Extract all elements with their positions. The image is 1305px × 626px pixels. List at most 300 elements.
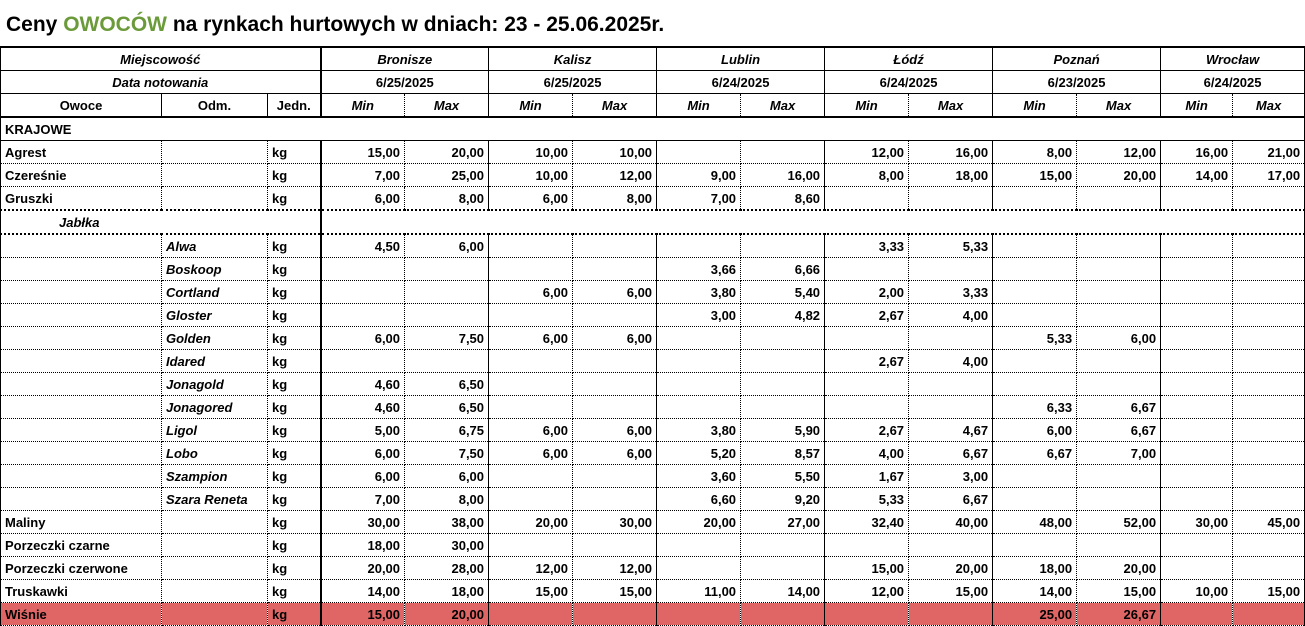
price-min: [993, 350, 1077, 373]
price-max: [1233, 234, 1305, 258]
price-min: [1161, 350, 1233, 373]
unit: kg: [268, 304, 321, 327]
price-max: [909, 258, 993, 281]
price-max: [909, 373, 993, 396]
price-min: 1,67: [825, 465, 909, 488]
price-max: [1077, 304, 1161, 327]
price-max: 18,00: [405, 580, 489, 603]
price-min: [825, 258, 909, 281]
price-min: 3,80: [657, 281, 741, 304]
price-max: [909, 187, 993, 211]
header-row-columns: [1, 94, 1305, 118]
price-max: 26,67: [1077, 603, 1161, 626]
price-max: [1233, 350, 1305, 373]
price-min: [993, 281, 1077, 304]
price-max: [741, 373, 825, 396]
price-max: 45,00: [1233, 511, 1305, 534]
price-max: [1077, 187, 1161, 211]
price-min: 30,00: [1161, 511, 1233, 534]
price-min: [657, 557, 741, 580]
unit: kg: [268, 396, 321, 419]
table-row: [1, 350, 1305, 373]
variety-name: [162, 141, 268, 164]
price-max: 18,00: [909, 164, 993, 187]
price-max: 8,00: [573, 187, 657, 211]
price-min: 3,66: [657, 258, 741, 281]
price-max: 6,00: [573, 327, 657, 350]
price-min: 6,60: [657, 488, 741, 511]
price-min: [489, 258, 573, 281]
price-max: 8,00: [405, 488, 489, 511]
price-min: [1161, 396, 1233, 419]
price-max: [1077, 465, 1161, 488]
price-max: 16,00: [909, 141, 993, 164]
price-max: 15,00: [573, 580, 657, 603]
price-min: 15,00: [321, 603, 405, 626]
header-miejscowosc: Miejscowość: [1, 47, 321, 71]
price-max: 30,00: [573, 511, 657, 534]
fruit-name: [1, 442, 162, 465]
price-min: 4,60: [321, 396, 405, 419]
price-max: [1233, 281, 1305, 304]
price-max: [573, 258, 657, 281]
price-max: [1233, 557, 1305, 580]
price-max: [1077, 350, 1161, 373]
price-min: [1161, 465, 1233, 488]
unit: kg: [268, 465, 321, 488]
price-min: 6,00: [489, 187, 573, 211]
price-max: 3,00: [909, 465, 993, 488]
unit: kg: [268, 419, 321, 442]
price-min: [1161, 488, 1233, 511]
price-max: 6,00: [405, 234, 489, 258]
price-min: 6,00: [993, 419, 1077, 442]
price-max: 20,00: [1077, 164, 1161, 187]
unit: kg: [268, 187, 321, 211]
fruit-name: [1, 350, 162, 373]
market-name: Wrocław: [1161, 47, 1305, 71]
price-max: 6,67: [1077, 419, 1161, 442]
price-min: 11,00: [657, 580, 741, 603]
price-max: 6,00: [1077, 327, 1161, 350]
price-min: [1161, 373, 1233, 396]
price-min: 6,00: [321, 187, 405, 211]
variety-name: Ligol: [162, 419, 268, 442]
price-max: [909, 396, 993, 419]
price-max: [1077, 281, 1161, 304]
table-row: [1, 511, 1305, 534]
price-max: [1233, 419, 1305, 442]
market-date: 6/25/2025: [489, 71, 657, 94]
section-row: [1, 117, 1305, 141]
table-row: [1, 557, 1305, 580]
table-row: [1, 603, 1305, 626]
price-max: [909, 603, 993, 626]
table-row: [1, 327, 1305, 350]
price-max: [741, 234, 825, 258]
price-max: [1233, 327, 1305, 350]
header-jedn: Jedn.: [268, 94, 321, 118]
price-max: 7,50: [405, 442, 489, 465]
price-max: 12,00: [573, 164, 657, 187]
unit: kg: [268, 327, 321, 350]
price-max: [1077, 258, 1161, 281]
price-min: [993, 373, 1077, 396]
price-min: 7,00: [657, 187, 741, 211]
price-max: [741, 350, 825, 373]
price-max: 15,00: [1233, 580, 1305, 603]
price-min: 5,00: [321, 419, 405, 442]
price-max: 15,00: [1077, 580, 1161, 603]
price-min: 20,00: [489, 511, 573, 534]
price-min: [489, 350, 573, 373]
market-date: 6/25/2025: [321, 71, 489, 94]
price-min: [1161, 234, 1233, 258]
price-min: [1161, 281, 1233, 304]
price-min: [993, 304, 1077, 327]
price-max: [909, 327, 993, 350]
price-max: [1077, 488, 1161, 511]
price-min: [321, 304, 405, 327]
header-data-notowania: Data notowania: [1, 71, 321, 94]
price-min: [657, 350, 741, 373]
price-max: [405, 350, 489, 373]
fruit-name: [1, 396, 162, 419]
variety-name: [162, 580, 268, 603]
price-min: 48,00: [993, 511, 1077, 534]
price-max: [1077, 373, 1161, 396]
header-row-date: [1, 71, 1305, 94]
price-min: [489, 534, 573, 557]
price-min: 12,00: [489, 557, 573, 580]
price-min: 6,00: [489, 281, 573, 304]
unit: kg: [268, 164, 321, 187]
price-max: 9,20: [741, 488, 825, 511]
price-min: 2,67: [825, 304, 909, 327]
price-min: 5,33: [993, 327, 1077, 350]
unit: kg: [268, 281, 321, 304]
variety-name: Cortland: [162, 281, 268, 304]
price-min: 6,00: [489, 419, 573, 442]
price-max: 20,00: [405, 141, 489, 164]
table-row: [1, 281, 1305, 304]
price-max: 25,00: [405, 164, 489, 187]
unit: kg: [268, 511, 321, 534]
price-max: 4,67: [909, 419, 993, 442]
price-min: [825, 373, 909, 396]
price-min: 5,33: [825, 488, 909, 511]
market-name: Łódź: [825, 47, 993, 71]
price-min: [657, 603, 741, 626]
price-min: [993, 488, 1077, 511]
header-max: Max: [741, 94, 825, 118]
price-max: 10,00: [573, 141, 657, 164]
price-min: [489, 396, 573, 419]
price-max: [1233, 488, 1305, 511]
group-row-empty: [321, 210, 1305, 234]
table-row: [1, 396, 1305, 419]
market-date: 6/24/2025: [825, 71, 993, 94]
price-max: 16,00: [741, 164, 825, 187]
price-min: [993, 234, 1077, 258]
price-min: [657, 234, 741, 258]
price-min: 4,60: [321, 373, 405, 396]
price-min: 5,20: [657, 442, 741, 465]
price-min: [1161, 258, 1233, 281]
table-row: [1, 419, 1305, 442]
price-min: [489, 234, 573, 258]
price-min: 4,50: [321, 234, 405, 258]
header-min: Min: [825, 94, 909, 118]
market-date: 6/24/2025: [1161, 71, 1305, 94]
price-max: [573, 465, 657, 488]
price-min: 10,00: [489, 164, 573, 187]
group-label: Jabłka: [1, 210, 321, 234]
fruit-name: Porzeczki czarne: [1, 534, 162, 557]
variety-name: [162, 557, 268, 580]
market-date: 6/24/2025: [657, 71, 825, 94]
unit: kg: [268, 141, 321, 164]
header-owoce: Owoce: [1, 94, 162, 118]
price-min: [825, 187, 909, 211]
header-max: Max: [573, 94, 657, 118]
header-max: Max: [1233, 94, 1305, 118]
variety-name: [162, 187, 268, 211]
price-min: [321, 281, 405, 304]
price-max: [1233, 373, 1305, 396]
unit: kg: [268, 258, 321, 281]
price-max: [741, 534, 825, 557]
price-max: 5,90: [741, 419, 825, 442]
price-max: [1233, 187, 1305, 211]
variety-name: Gloster: [162, 304, 268, 327]
variety-name: [162, 534, 268, 557]
price-min: [489, 488, 573, 511]
price-min: 3,33: [825, 234, 909, 258]
price-min: [657, 373, 741, 396]
table-row: [1, 580, 1305, 603]
fruit-name: [1, 281, 162, 304]
fruit-name: Agrest: [1, 141, 162, 164]
price-max: [1233, 304, 1305, 327]
header-row-market: [1, 47, 1305, 71]
table-row: [1, 304, 1305, 327]
price-max: 5,40: [741, 281, 825, 304]
price-min: [1161, 557, 1233, 580]
variety-name: [162, 511, 268, 534]
price-max: 7,50: [405, 327, 489, 350]
header-min: Min: [321, 94, 405, 118]
price-max: 15,00: [909, 580, 993, 603]
fruit-name: Truskawki: [1, 580, 162, 603]
price-min: 10,00: [489, 141, 573, 164]
header-min: Min: [657, 94, 741, 118]
price-min: [993, 258, 1077, 281]
price-min: [1161, 304, 1233, 327]
price-min: 14,00: [321, 580, 405, 603]
market-date: 6/23/2025: [993, 71, 1161, 94]
price-min: 6,33: [993, 396, 1077, 419]
price-min: [489, 465, 573, 488]
fruit-name: [1, 488, 162, 511]
table-row: [1, 187, 1305, 211]
price-max: 14,00: [741, 580, 825, 603]
table-row: [1, 534, 1305, 557]
price-max: 20,00: [405, 603, 489, 626]
price-max: [573, 373, 657, 396]
price-max: 52,00: [1077, 511, 1161, 534]
price-min: 7,00: [321, 164, 405, 187]
price-max: [405, 304, 489, 327]
price-min: 10,00: [1161, 580, 1233, 603]
variety-name: Idared: [162, 350, 268, 373]
unit: kg: [268, 557, 321, 580]
price-min: 2,00: [825, 281, 909, 304]
fruit-name: [1, 373, 162, 396]
table-row: [1, 258, 1305, 281]
fruit-name: Czereśnie: [1, 164, 162, 187]
fruit-name: [1, 419, 162, 442]
price-max: [1077, 234, 1161, 258]
group-row: [1, 210, 1305, 234]
price-max: [1233, 258, 1305, 281]
price-max: [909, 534, 993, 557]
price-min: 6,00: [321, 442, 405, 465]
price-max: 3,33: [909, 281, 993, 304]
fruit-name: [1, 258, 162, 281]
unit: kg: [268, 350, 321, 373]
price-max: 6,00: [573, 442, 657, 465]
price-max: 6,66: [741, 258, 825, 281]
price-max: [1233, 442, 1305, 465]
header-min: Min: [489, 94, 573, 118]
price-min: [1161, 419, 1233, 442]
variety-name: Golden: [162, 327, 268, 350]
fruit-name: [1, 234, 162, 258]
price-max: 38,00: [405, 511, 489, 534]
price-max: [1077, 534, 1161, 557]
variety-name: Szara Reneta: [162, 488, 268, 511]
variety-name: Jonagored: [162, 396, 268, 419]
price-min: 8,00: [825, 164, 909, 187]
price-max: 6,00: [573, 281, 657, 304]
price-min: [1161, 187, 1233, 211]
price-min: 15,00: [993, 164, 1077, 187]
price-min: 6,67: [993, 442, 1077, 465]
price-max: 17,00: [1233, 164, 1305, 187]
price-min: 3,80: [657, 419, 741, 442]
fruit-name: Gruszki: [1, 187, 162, 211]
price-max: 8,00: [405, 187, 489, 211]
table-row: [1, 234, 1305, 258]
unit: kg: [268, 603, 321, 626]
unit: kg: [268, 373, 321, 396]
section-label: KRAJOWE: [1, 117, 1305, 141]
price-max: 6,67: [909, 442, 993, 465]
price-max: [405, 281, 489, 304]
price-max: [1233, 534, 1305, 557]
price-min: 12,00: [825, 141, 909, 164]
unit: kg: [268, 234, 321, 258]
price-max: [405, 258, 489, 281]
price-max: 6,75: [405, 419, 489, 442]
price-max: 40,00: [909, 511, 993, 534]
variety-name: Szampion: [162, 465, 268, 488]
price-min: 12,00: [825, 580, 909, 603]
price-max: 4,00: [909, 304, 993, 327]
price-table: [0, 46, 1305, 626]
table-row: [1, 442, 1305, 465]
market-name: Bronisze: [321, 47, 489, 71]
header-min: Min: [1161, 94, 1233, 118]
price-min: [1161, 327, 1233, 350]
price-max: 21,00: [1233, 141, 1305, 164]
price-min: 15,00: [825, 557, 909, 580]
price-max: 6,00: [405, 465, 489, 488]
price-max: 6,00: [573, 419, 657, 442]
price-max: [573, 603, 657, 626]
title-highlight: OWOCÓW: [63, 13, 167, 36]
price-max: 12,00: [1077, 141, 1161, 164]
fruit-name: [1, 327, 162, 350]
price-max: [1233, 603, 1305, 626]
table-row: [1, 141, 1305, 164]
price-min: 15,00: [489, 580, 573, 603]
price-min: 3,60: [657, 465, 741, 488]
price-min: 14,00: [1161, 164, 1233, 187]
price-min: [1161, 603, 1233, 626]
unit: kg: [268, 580, 321, 603]
price-max: [741, 396, 825, 419]
price-min: [657, 396, 741, 419]
header-max: Max: [909, 94, 993, 118]
price-max: 20,00: [1077, 557, 1161, 580]
price-min: 14,00: [993, 580, 1077, 603]
price-max: [573, 534, 657, 557]
price-max: 6,67: [1077, 396, 1161, 419]
price-min: 6,00: [321, 327, 405, 350]
price-max: [1233, 465, 1305, 488]
variety-name: Boskoop: [162, 258, 268, 281]
variety-name: Lobo: [162, 442, 268, 465]
price-min: [489, 373, 573, 396]
header-odm: Odm.: [162, 94, 268, 118]
table-body: [1, 117, 1305, 626]
table-row: [1, 373, 1305, 396]
price-min: 2,67: [825, 419, 909, 442]
price-min: [993, 465, 1077, 488]
price-min: 9,00: [657, 164, 741, 187]
header-min: Min: [993, 94, 1077, 118]
price-max: [573, 304, 657, 327]
price-min: [1161, 534, 1233, 557]
price-max: 6,50: [405, 396, 489, 419]
table-row: [1, 488, 1305, 511]
unit: kg: [268, 534, 321, 557]
variety-name: Jonagold: [162, 373, 268, 396]
price-max: 6,50: [405, 373, 489, 396]
header-max: Max: [405, 94, 489, 118]
price-min: 15,00: [321, 141, 405, 164]
table-row: [1, 164, 1305, 187]
price-min: 16,00: [1161, 141, 1233, 164]
price-max: 28,00: [405, 557, 489, 580]
price-min: [1161, 442, 1233, 465]
price-max: [573, 350, 657, 373]
price-min: [321, 258, 405, 281]
price-min: 6,00: [489, 442, 573, 465]
price-max: 4,00: [909, 350, 993, 373]
